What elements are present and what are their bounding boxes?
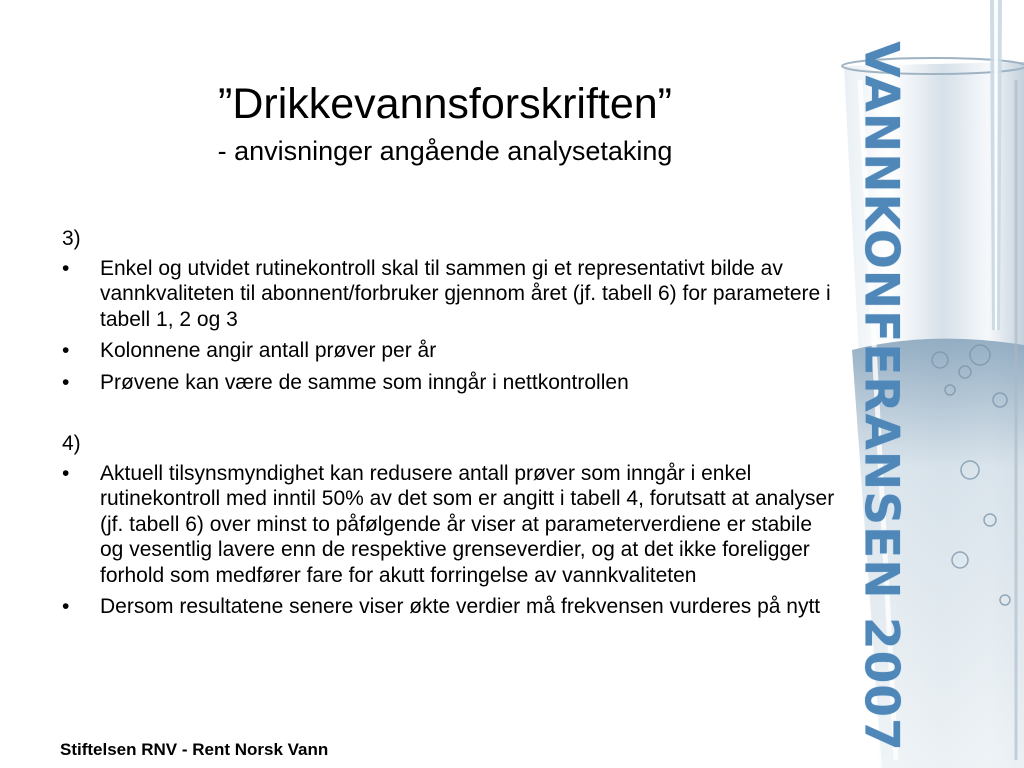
- section-heading: 4): [62, 432, 81, 455]
- title-block: [60, 78, 830, 168]
- conference-banner-text: VANNKONFERANSEN 2007: [853, 40, 909, 752]
- bullet-icon: •: [62, 256, 70, 280]
- bullet-icon: •: [62, 370, 70, 394]
- bullet-item: [62, 594, 837, 620]
- bullet-item: [62, 338, 837, 364]
- slide-body: [62, 226, 837, 626]
- section-4: [62, 431, 837, 620]
- bullet-item: [62, 256, 837, 333]
- bullet-text: Aktuell tilsynsmyndighet kan redusere antall prøver som inngår i enkel rutinekontroll med inntil 50% av det som er angitt i tabell 4, forutsatt at analyser (jf. tabell 6) over minst to påfølgende år viser at parameterverdiene er stabile og vesentlig lavere enn de respektive grenseverdier, og at det ikke foreligger forhold som medfører fare for akutt forringelse av vannkvaliteten: [100, 461, 835, 587]
- section-3: [62, 226, 837, 395]
- bullet-icon: •: [62, 461, 70, 485]
- slide-title: ”Drikkevannsforskriften”: [218, 80, 672, 128]
- bullet-text: Prøvene kan være de samme som inngår i nettkontrollen: [100, 370, 629, 394]
- bullet-icon: •: [62, 339, 70, 362]
- bullet-text: Dersom resultatene senere viser økte verdier må frekvensen vurderes på nytt: [100, 595, 821, 618]
- conference-banner: [846, 40, 916, 752]
- bullet-text: Enkel og utvidet rutinekontroll skal til sammen gi et representativt bilde av vannkvaliteten til abonnent/forbruker gjennom året (jf. tabell 6) for parametere i tabell 1, 2 og 3: [100, 256, 831, 331]
- slide-subtitle: - anvisninger angående analysetaking: [217, 136, 673, 166]
- slide-footer: Stiftelsen RNV - Rent Norsk Vann: [60, 740, 329, 759]
- bullet-icon: •: [62, 595, 70, 618]
- bullet-list: [62, 461, 837, 620]
- bullet-text: Kolonnene angir antall prøver per år: [100, 339, 437, 362]
- bullet-item: [62, 461, 837, 589]
- bullet-item: [62, 370, 837, 396]
- section-heading: 3): [62, 227, 81, 250]
- bullet-list: [62, 256, 837, 396]
- section-spacer: [62, 401, 837, 431]
